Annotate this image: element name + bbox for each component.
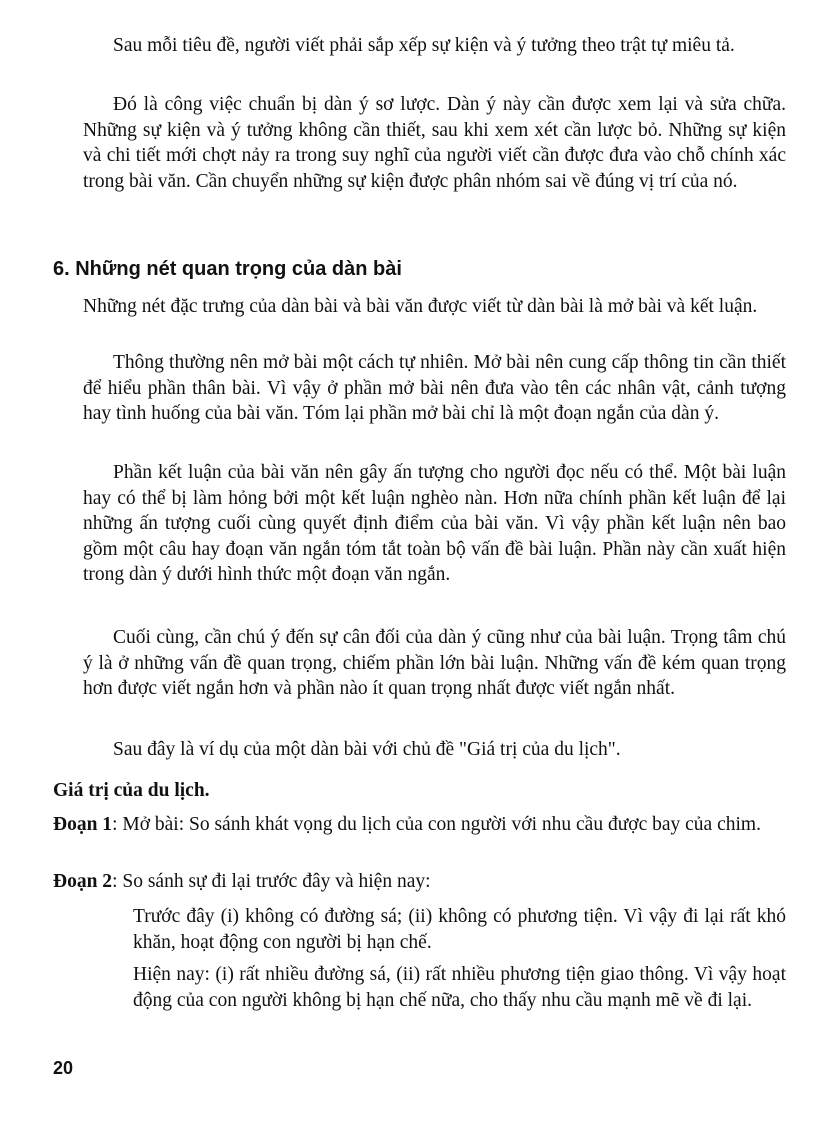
outline-item-1-text: : Mở bài: So sánh khát vọng du lịch của con người với nhu cầu được bay của chim. <box>112 814 761 835</box>
outline-subitem-now: Hiện nay: (i) rất nhiều đường sá, (ii) rất nhiều phương tiện giao thông. Vì vậy hoạt động của con người không bị hạn chế nữa, cho thấy nhu cầu mạnh mẽ về đi lại. <box>133 964 786 1011</box>
paragraph-balance-advice: Cuối cùng, cần chú ý đến sự cân đối của dàn ý cũng như của bài luận. Trọng tâm chú ý là ở những vấn đề quan trọng, chiếm phần lớn bài luận. Những vấn đề kém quan trọng hơn được viết ngắn hơn và phần nào ít quan trọng nhất được viết ngắn nhất. <box>83 627 786 699</box>
outline-item-2-label: Đoạn 2 <box>53 871 113 892</box>
paragraph-intro: Sau mỗi tiêu đề, người viết phải sắp xếp sự kiện và ý tưởng theo trật tự miêu tả. <box>113 35 735 56</box>
section-heading: 6. Những nét quan trọng của dàn bài <box>53 258 402 280</box>
paragraph-outline-draft: Đó là công việc chuẩn bị dàn ý sơ lược. Dàn ý này cần được xem lại và sửa chữa. Những sự kiện và ý tưởng không cần thiết, sau khi xem xét cần lược bỏ. Những sự kiện và chi tiết mới chợt nảy ra trong suy nghĩ của người viết cần được đưa vào chỗ chính xác trong bài văn. Cần chuyển những sự kiện được phân nhóm sai về đúng vị trí của nó. <box>83 94 786 192</box>
paragraph-key-features: Những nét đặc trưng của dàn bài và bài văn được viết từ dàn bài là mở bài và kết luận. <box>83 296 758 317</box>
outline-subitem-before: Trước đây (i) không có đường sá; (ii) không có phương tiện. Vì vậy đi lại rất khó khăn, hoạt động con người bị hạn chế. <box>133 906 786 953</box>
page-number: 20 <box>53 1058 74 1078</box>
paragraph-introduction-advice: Thông thường nên mở bài một cách tự nhiên. Mở bài nên cung cấp thông tin cần thiết để hiểu phần thân bài. Vì vậy ở phần mở bài nên đưa vào tên các nhân vật, cảnh tượng hay tình huống của bài văn. Tóm lại phần mở bài chỉ là một đoạn ngắn của dàn ý. <box>83 352 786 424</box>
outline-item-2-text: : So sánh sự đi lại trước đây và hiện nay: <box>112 871 431 892</box>
outline-item-1-label: Đoạn 1 <box>53 814 113 835</box>
paragraph-conclusion-advice: Phần kết luận của bài văn nên gây ấn tượng cho người đọc nếu có thể. Một bài luận hay có thể bị làm hỏng bởi một kết luận nghèo nàn. Hơn nữa chính phần kết luận để lại những ấn tượng cuối cùng quyết định điểm của bài văn. Vì vậy phần kết luận nên bao gồm một câu hay đoạn văn ngắn tóm tắt toàn bộ vấn đề bài luận. Phần này cần xuất hiện trong dàn ý dưới hình thức một đoạn văn ngắn. <box>83 462 786 585</box>
example-title: Giá trị của du lịch. <box>53 780 210 801</box>
outline-item-1 <box>53 812 786 838</box>
paragraph-example-intro: Sau đây là ví dụ của một dàn bài với chủ đề "Giá trị của du lịch". <box>113 739 621 760</box>
outline-item-2 <box>53 869 786 895</box>
